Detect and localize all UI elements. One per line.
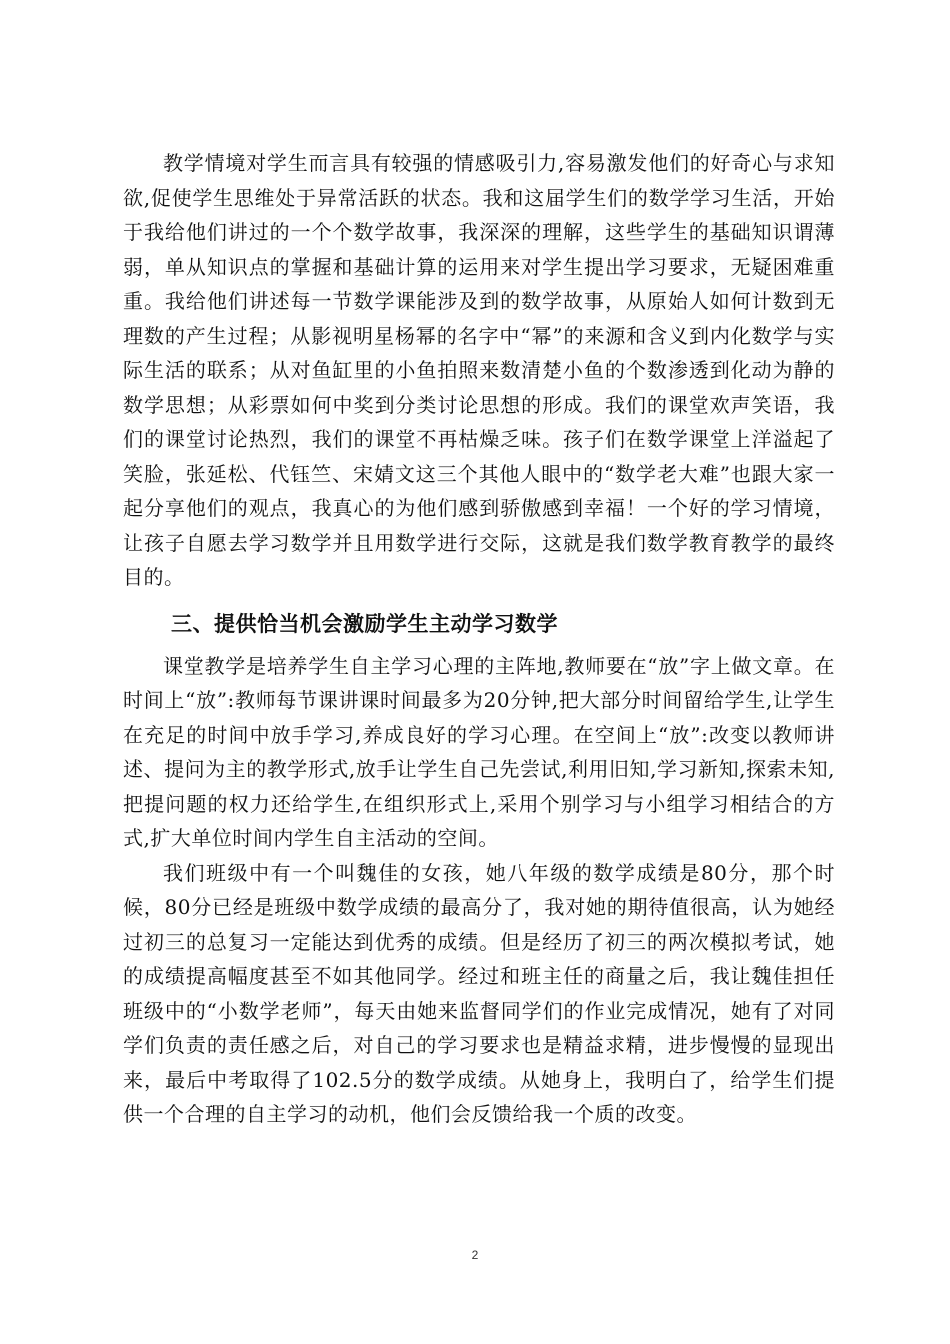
paragraph-situational-teaching: 教学情境对学生而言具有较强的情感吸引力,容易激发他们的好奇心与求知欲,促使学生思维处于异常活跃的状态。我和这届学生们的数学学习生活，开始于我给他们讲过的一个个数学故事，我深深的理解，这些学生的基础知识谓薄弱，单从知识点的掌握和基础计算的运用来对学生提出学习要求，无疑困难重重。我给他们讲述每一节数学课能涉及到的数学故事，从原始人如何计数到无理数的产生过程；从影视明星杨幂的名字中“幂”的来源和含义到内化数学与实际生活的联系；从对鱼缸里的小鱼拍照来数清楚小鱼的个数渗透到化动为静的数学思想；从彩票如何中奖到分类讨论思想的形成。我们的课堂欢声笑语，我们的课堂讨论热烈，我们的课堂不再枯燥乏味。孩子们在数学课堂上洋溢起了笑脸，张延松、代钰竺、宋婧文这三个其他人眼中的“数学老大难”也跟大家一起分享他们的观点，我真心的为他们感到骄傲感到幸福！一个好的学习情境，让孩子自愿去学习数学并且用数学进行交际，这就是我们数学教育教学的最终目的。 bbox=[123, 151, 835, 589]
page-number: 2 bbox=[471, 1248, 479, 1262]
paragraph-classroom-release: 课堂教学是培养学生自主学习心理的主阵地,教师要在“放”字上做文章。在时间上“放”:教师每节课讲课时间最多为20分钟,把大部分时间留给学生,让学生在充足的时间中放手学习,养成良好的学习心理。在空间上“放”:改变以教师讲述、提问为主的教学形式,放手让学生自己先尝试,利用旧知,学习新知,探索未知,把提问题的权力还给学生,在组织形式上,采用个别学习与小组学习相结合的方式,扩大单位时间内学生自主活动的空间。 bbox=[123, 653, 835, 850]
section-heading: 三、提供恰当机会激励学生主动学习数学 bbox=[171, 611, 558, 636]
document-body bbox=[123, 146, 835, 1132]
paragraph-student-example: 我们班级中有一个叫魏佳的女孩，她八年级的数学成绩是80分，那个时候，80分已经是班级中数学成绩的最高分了，我对她的期待值很高，认为她经过初三的总复习一定能达到优秀的成绩。但是经历了初三的两次模拟考试，她的成绩提高幅度甚至不如其他同学。经过和班主任的商量之后，我让魏佳担任班级中的“小数学老师”，每天由她来监督同学们的作业完成情况，她有了对同学们负责的责任感之后，对自己的学习要求也是精益求精，进步慢慢的显现出来，最后中考取得了102.5分的数学成绩。从她身上，我明白了，给学生们提供一个合理的自主学习的动机，他们会反馈给我一个质的改变。 bbox=[123, 860, 835, 1126]
